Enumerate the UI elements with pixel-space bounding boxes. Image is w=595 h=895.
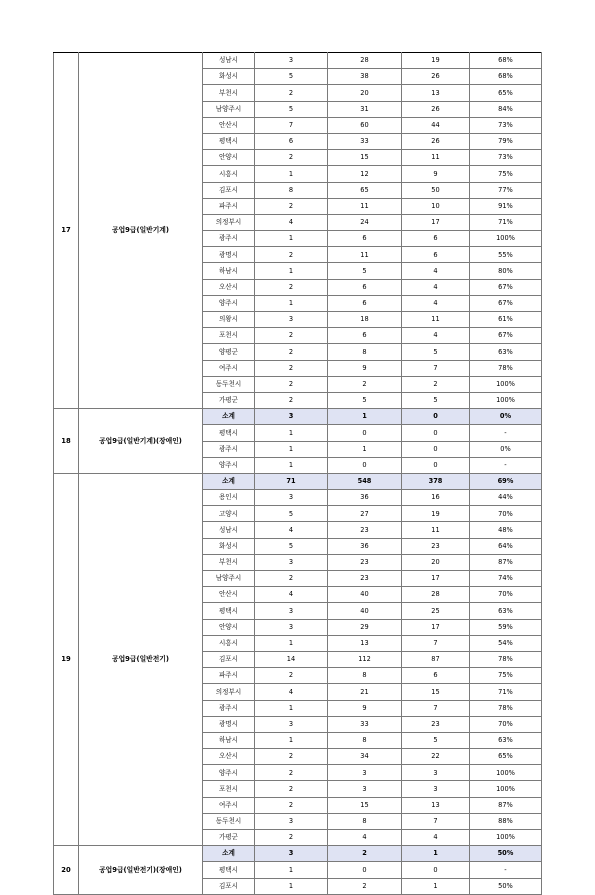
applicants-cell: 3 <box>328 781 402 797</box>
count-cell: 4 <box>255 587 328 603</box>
count-cell: 1 <box>255 263 328 279</box>
count-cell: 8 <box>255 182 328 198</box>
passed-cell: 4 <box>402 830 470 846</box>
rate-cell: 71% <box>470 684 542 700</box>
count-cell: 6 <box>255 133 328 149</box>
count-cell: 2 <box>255 328 328 344</box>
count-cell: 3 <box>255 490 328 506</box>
rate-cell: - <box>470 457 542 473</box>
region-cell: 평택시 <box>203 133 255 149</box>
passed-cell: 0 <box>402 862 470 878</box>
applicants-cell: 8 <box>328 668 402 684</box>
rate-cell: 61% <box>470 312 542 328</box>
applicants-cell: 11 <box>328 198 402 214</box>
region-cell: 양주시 <box>203 295 255 311</box>
rate-cell: 68% <box>470 53 542 69</box>
passed-cell: 4 <box>402 295 470 311</box>
rate-cell: 73% <box>470 117 542 133</box>
table-body <box>54 53 542 895</box>
passed-cell: 1 <box>402 846 470 862</box>
passed-cell: 17 <box>402 619 470 635</box>
rate-cell: 87% <box>470 797 542 813</box>
count-cell: 2 <box>255 344 328 360</box>
count-cell: 3 <box>255 603 328 619</box>
applicants-cell: 0 <box>328 457 402 473</box>
count-cell: 2 <box>255 247 328 263</box>
count-cell: 5 <box>255 101 328 117</box>
region-cell: 소계 <box>203 846 255 862</box>
passed-cell: 17 <box>402 214 470 230</box>
passed-cell: 0 <box>402 425 470 441</box>
count-cell: 5 <box>255 69 328 85</box>
applicants-cell: 0 <box>328 425 402 441</box>
applicants-cell: 9 <box>328 360 402 376</box>
region-cell: 하남시 <box>203 732 255 748</box>
passed-cell: 0 <box>402 409 470 425</box>
rate-cell: 75% <box>470 668 542 684</box>
region-cell: 광주시 <box>203 441 255 457</box>
subtotal-row <box>54 409 542 425</box>
count-cell: 2 <box>255 392 328 408</box>
count-cell: 1 <box>255 635 328 651</box>
count-cell: 14 <box>255 651 328 667</box>
region-cell: 평택시 <box>203 862 255 878</box>
applicants-cell: 5 <box>328 392 402 408</box>
count-cell: 2 <box>255 198 328 214</box>
region-cell: 여주시 <box>203 797 255 813</box>
passed-cell: 11 <box>402 150 470 166</box>
passed-cell: 7 <box>402 635 470 651</box>
region-cell: 오산시 <box>203 279 255 295</box>
passed-cell: 2 <box>402 376 470 392</box>
count-cell: 5 <box>255 506 328 522</box>
applicants-cell: 33 <box>328 716 402 732</box>
passed-cell: 15 <box>402 684 470 700</box>
applicants-cell: 33 <box>328 133 402 149</box>
rate-cell: 59% <box>470 619 542 635</box>
count-cell: 4 <box>255 214 328 230</box>
applicants-cell: 24 <box>328 214 402 230</box>
region-cell: 안양시 <box>203 150 255 166</box>
region-cell: 가평군 <box>203 830 255 846</box>
passed-cell: 11 <box>402 522 470 538</box>
applicants-cell: 23 <box>328 554 402 570</box>
count-cell: 3 <box>255 619 328 635</box>
region-cell: 동두천시 <box>203 376 255 392</box>
count-cell: 1 <box>255 732 328 748</box>
region-cell: 양주시 <box>203 765 255 781</box>
rate-cell: 64% <box>470 538 542 554</box>
rate-cell: 54% <box>470 635 542 651</box>
rate-cell: 78% <box>470 651 542 667</box>
count-cell: 2 <box>255 668 328 684</box>
applicants-cell: 13 <box>328 635 402 651</box>
rate-cell: 73% <box>470 150 542 166</box>
applicants-cell: 4 <box>328 830 402 846</box>
passed-cell: 6 <box>402 247 470 263</box>
applicants-cell: 60 <box>328 117 402 133</box>
group-number: 17 <box>54 53 79 409</box>
applicants-cell: 8 <box>328 732 402 748</box>
passed-cell: 19 <box>402 53 470 69</box>
rate-cell: 70% <box>470 716 542 732</box>
rate-cell: 63% <box>470 344 542 360</box>
region-cell: 양평군 <box>203 344 255 360</box>
applicants-cell: 6 <box>328 231 402 247</box>
applicants-cell: 6 <box>328 279 402 295</box>
applicants-cell: 20 <box>328 85 402 101</box>
region-cell: 소계 <box>203 409 255 425</box>
region-cell: 고양시 <box>203 506 255 522</box>
applicants-cell: 34 <box>328 749 402 765</box>
applicants-cell: 21 <box>328 684 402 700</box>
count-cell: 2 <box>255 85 328 101</box>
rate-cell: 71% <box>470 214 542 230</box>
count-cell: 2 <box>255 781 328 797</box>
count-cell: 3 <box>255 554 328 570</box>
count-cell: 2 <box>255 571 328 587</box>
passed-cell: 5 <box>402 344 470 360</box>
rate-cell: 91% <box>470 198 542 214</box>
count-cell: 4 <box>255 522 328 538</box>
passed-cell: 1 <box>402 878 470 894</box>
region-cell: 평택시 <box>203 603 255 619</box>
passed-cell: 44 <box>402 117 470 133</box>
applicants-cell: 36 <box>328 490 402 506</box>
passed-cell: 3 <box>402 765 470 781</box>
applicants-cell: 40 <box>328 603 402 619</box>
region-cell: 의왕시 <box>203 312 255 328</box>
region-cell: 광명시 <box>203 247 255 263</box>
rate-cell: 87% <box>470 554 542 570</box>
applicants-cell: 1 <box>328 441 402 457</box>
passed-cell: 10 <box>402 198 470 214</box>
region-cell: 여주시 <box>203 360 255 376</box>
rate-cell: 88% <box>470 813 542 829</box>
count-cell: 71 <box>255 473 328 489</box>
applicants-cell: 0 <box>328 862 402 878</box>
rate-cell: 63% <box>470 603 542 619</box>
region-cell: 파주시 <box>203 668 255 684</box>
rate-cell: 65% <box>470 749 542 765</box>
subtotal-row <box>54 473 542 489</box>
rate-cell: 100% <box>470 765 542 781</box>
count-cell: 2 <box>255 150 328 166</box>
passed-cell: 7 <box>402 813 470 829</box>
group-number: 18 <box>54 409 79 474</box>
count-cell: 3 <box>255 846 328 862</box>
recruitment-table <box>53 52 542 895</box>
passed-cell: 7 <box>402 360 470 376</box>
rate-cell: 78% <box>470 700 542 716</box>
rate-cell: 0% <box>470 441 542 457</box>
count-cell: 4 <box>255 684 328 700</box>
region-cell: 포천시 <box>203 328 255 344</box>
passed-cell: 5 <box>402 732 470 748</box>
count-cell: 3 <box>255 53 328 69</box>
applicants-cell: 3 <box>328 765 402 781</box>
rate-cell: 63% <box>470 732 542 748</box>
applicants-cell: 5 <box>328 263 402 279</box>
group-title: 공업9급(일반기계)(장애인) <box>79 409 203 474</box>
group-title: 공업9급(일반기계) <box>79 53 203 409</box>
count-cell: 3 <box>255 409 328 425</box>
rate-cell: 65% <box>470 85 542 101</box>
applicants-cell: 9 <box>328 700 402 716</box>
applicants-cell: 23 <box>328 522 402 538</box>
region-cell: 김포시 <box>203 651 255 667</box>
passed-cell: 0 <box>402 441 470 457</box>
rate-cell: 67% <box>470 295 542 311</box>
rate-cell: 50% <box>470 846 542 862</box>
passed-cell: 5 <box>402 392 470 408</box>
passed-cell: 17 <box>402 571 470 587</box>
passed-cell: 6 <box>402 668 470 684</box>
passed-cell: 13 <box>402 85 470 101</box>
applicants-cell: 548 <box>328 473 402 489</box>
region-cell: 남양주시 <box>203 101 255 117</box>
applicants-cell: 18 <box>328 312 402 328</box>
count-cell: 2 <box>255 376 328 392</box>
count-cell: 1 <box>255 166 328 182</box>
region-cell: 광주시 <box>203 700 255 716</box>
applicants-cell: 2 <box>328 846 402 862</box>
passed-cell: 4 <box>402 328 470 344</box>
count-cell: 1 <box>255 862 328 878</box>
applicants-cell: 1 <box>328 409 402 425</box>
region-cell: 의정부시 <box>203 214 255 230</box>
rate-cell: 68% <box>470 69 542 85</box>
count-cell: 2 <box>255 830 328 846</box>
region-cell: 오산시 <box>203 749 255 765</box>
rate-cell: 0% <box>470 409 542 425</box>
subtotal-row <box>54 846 542 862</box>
applicants-cell: 2 <box>328 878 402 894</box>
count-cell: 1 <box>255 457 328 473</box>
region-cell: 평택시 <box>203 425 255 441</box>
group-number: 20 <box>54 846 79 895</box>
passed-cell: 50 <box>402 182 470 198</box>
count-cell: 2 <box>255 749 328 765</box>
passed-cell: 4 <box>402 263 470 279</box>
passed-cell: 26 <box>402 101 470 117</box>
region-cell: 안산시 <box>203 587 255 603</box>
region-cell: 의정부시 <box>203 684 255 700</box>
region-cell: 시흥시 <box>203 166 255 182</box>
count-cell: 1 <box>255 425 328 441</box>
rate-cell: 50% <box>470 878 542 894</box>
applicants-cell: 15 <box>328 150 402 166</box>
region-cell: 파주시 <box>203 198 255 214</box>
region-cell: 화성시 <box>203 538 255 554</box>
rate-cell: 67% <box>470 328 542 344</box>
rate-cell: 100% <box>470 231 542 247</box>
region-cell: 용인시 <box>203 490 255 506</box>
rate-cell: 79% <box>470 133 542 149</box>
passed-cell: 87 <box>402 651 470 667</box>
count-cell: 1 <box>255 441 328 457</box>
region-cell: 하남시 <box>203 263 255 279</box>
passed-cell: 23 <box>402 538 470 554</box>
count-cell: 2 <box>255 797 328 813</box>
region-cell: 김포시 <box>203 182 255 198</box>
applicants-cell: 15 <box>328 797 402 813</box>
region-cell: 안양시 <box>203 619 255 635</box>
rate-cell: 44% <box>470 490 542 506</box>
applicants-cell: 6 <box>328 328 402 344</box>
rate-cell: 55% <box>470 247 542 263</box>
rate-cell: 75% <box>470 166 542 182</box>
passed-cell: 22 <box>402 749 470 765</box>
passed-cell: 0 <box>402 457 470 473</box>
region-cell: 소계 <box>203 473 255 489</box>
rate-cell: 84% <box>470 101 542 117</box>
applicants-cell: 29 <box>328 619 402 635</box>
region-cell: 화성시 <box>203 69 255 85</box>
passed-cell: 26 <box>402 133 470 149</box>
passed-cell: 28 <box>402 587 470 603</box>
applicants-cell: 2 <box>328 376 402 392</box>
rate-cell: - <box>470 862 542 878</box>
passed-cell: 378 <box>402 473 470 489</box>
rate-cell: 100% <box>470 392 542 408</box>
applicants-cell: 31 <box>328 101 402 117</box>
count-cell: 3 <box>255 312 328 328</box>
count-cell: 2 <box>255 360 328 376</box>
applicants-cell: 6 <box>328 295 402 311</box>
applicants-cell: 27 <box>328 506 402 522</box>
region-cell: 양주시 <box>203 457 255 473</box>
region-cell: 남양주시 <box>203 571 255 587</box>
rate-cell: 48% <box>470 522 542 538</box>
applicants-cell: 23 <box>328 571 402 587</box>
passed-cell: 19 <box>402 506 470 522</box>
count-cell: 3 <box>255 716 328 732</box>
rate-cell: 69% <box>470 473 542 489</box>
passed-cell: 13 <box>402 797 470 813</box>
applicants-cell: 38 <box>328 69 402 85</box>
region-cell: 김포시 <box>203 878 255 894</box>
count-cell: 1 <box>255 700 328 716</box>
rate-cell: 78% <box>470 360 542 376</box>
region-cell: 성남시 <box>203 522 255 538</box>
passed-cell: 4 <box>402 279 470 295</box>
region-cell: 부천시 <box>203 85 255 101</box>
region-cell: 부천시 <box>203 554 255 570</box>
rate-cell: 67% <box>470 279 542 295</box>
count-cell: 1 <box>255 878 328 894</box>
applicants-cell: 112 <box>328 651 402 667</box>
region-cell: 안산시 <box>203 117 255 133</box>
group-number: 19 <box>54 473 79 845</box>
group-title: 공업9급(일반전기)(장애인) <box>79 846 203 895</box>
applicants-cell: 12 <box>328 166 402 182</box>
region-cell: 가평군 <box>203 392 255 408</box>
passed-cell: 16 <box>402 490 470 506</box>
applicants-cell: 8 <box>328 344 402 360</box>
passed-cell: 3 <box>402 781 470 797</box>
region-cell: 광명시 <box>203 716 255 732</box>
applicants-cell: 40 <box>328 587 402 603</box>
rate-cell: - <box>470 425 542 441</box>
count-cell: 1 <box>255 231 328 247</box>
region-cell: 광주시 <box>203 231 255 247</box>
count-cell: 5 <box>255 538 328 554</box>
count-cell: 3 <box>255 813 328 829</box>
passed-cell: 20 <box>402 554 470 570</box>
count-cell: 2 <box>255 765 328 781</box>
applicants-cell: 8 <box>328 813 402 829</box>
passed-cell: 6 <box>402 231 470 247</box>
rate-cell: 80% <box>470 263 542 279</box>
passed-cell: 9 <box>402 166 470 182</box>
region-cell: 시흥시 <box>203 635 255 651</box>
rate-cell: 100% <box>470 376 542 392</box>
rate-cell: 100% <box>470 830 542 846</box>
rate-cell: 100% <box>470 781 542 797</box>
applicants-cell: 11 <box>328 247 402 263</box>
table-row <box>54 53 542 69</box>
applicants-cell: 28 <box>328 53 402 69</box>
passed-cell: 25 <box>402 603 470 619</box>
passed-cell: 7 <box>402 700 470 716</box>
count-cell: 2 <box>255 279 328 295</box>
rate-cell: 70% <box>470 506 542 522</box>
group-title: 공업9급(일반전기) <box>79 473 203 845</box>
count-cell: 1 <box>255 295 328 311</box>
passed-cell: 26 <box>402 69 470 85</box>
region-cell: 성남시 <box>203 53 255 69</box>
rate-cell: 70% <box>470 587 542 603</box>
rate-cell: 74% <box>470 571 542 587</box>
passed-cell: 23 <box>402 716 470 732</box>
count-cell: 7 <box>255 117 328 133</box>
applicants-cell: 65 <box>328 182 402 198</box>
region-cell: 동두천시 <box>203 813 255 829</box>
passed-cell: 11 <box>402 312 470 328</box>
rate-cell: 77% <box>470 182 542 198</box>
region-cell: 포천시 <box>203 781 255 797</box>
applicants-cell: 36 <box>328 538 402 554</box>
